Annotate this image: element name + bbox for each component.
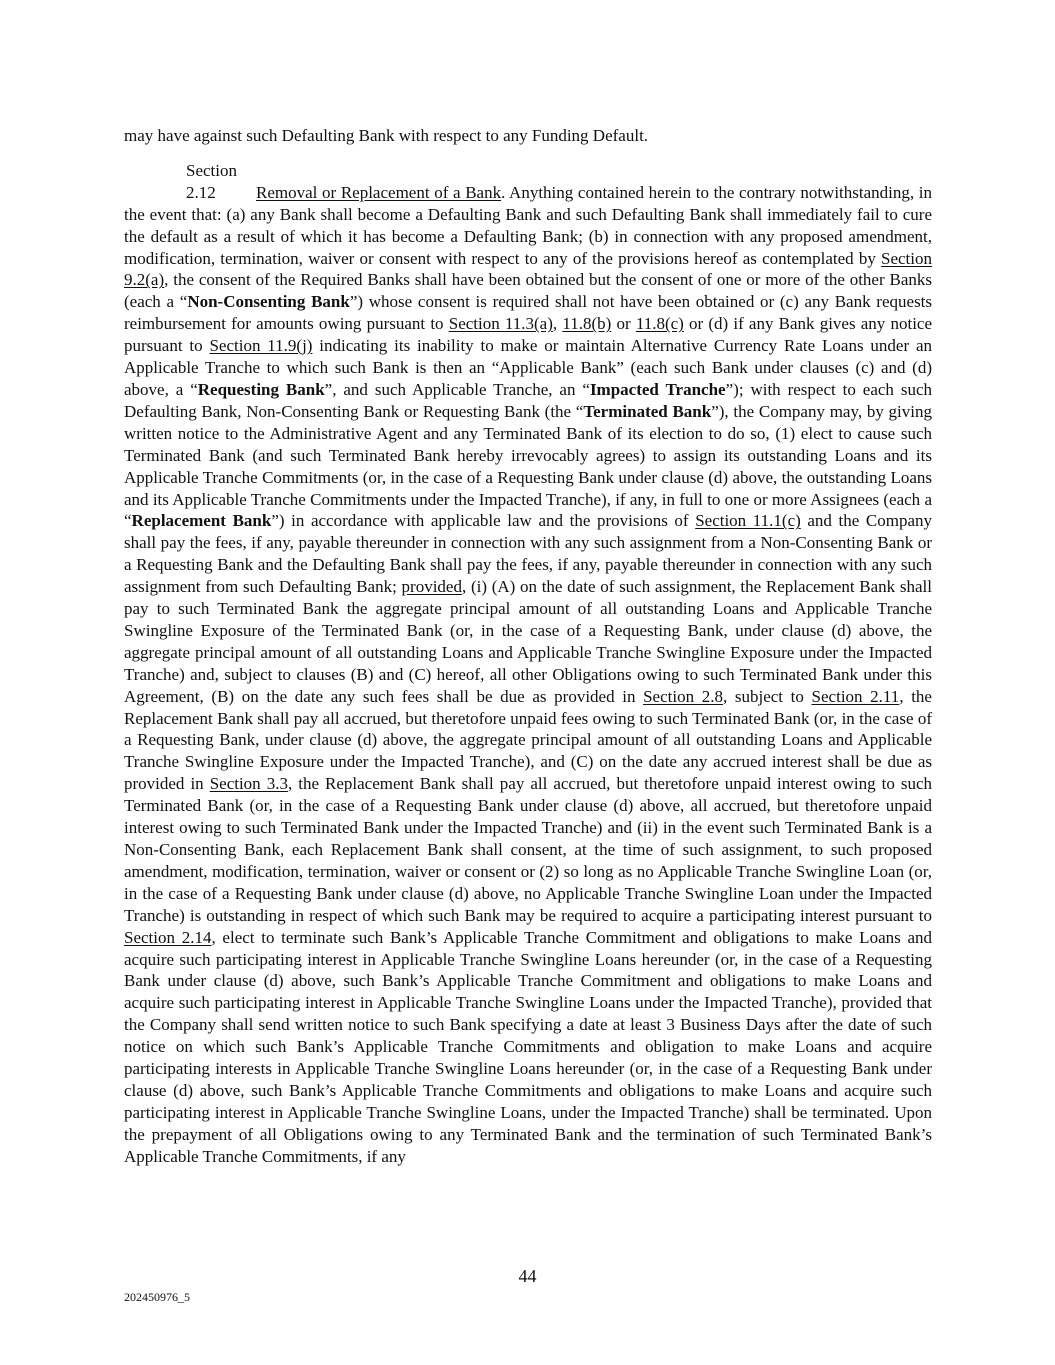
section-number: Section 2.12 [186, 160, 237, 202]
text-run: , [552, 314, 563, 334]
text-run: ”); with respect to each such Defaulting Bank, Non-Consenting Bank or Requesting Bank (the “ [124, 379, 932, 421]
text-run: , the Replacement Bank shall pay all accrued, but theretofore unpaid fees owing to such Terminated Bank (or, in the case of a Requesting Bank, under clause (d) above, the aggregate principal amount of all outstanding Loans and Applicable Tranche Swingline Exposure under the Impacted Tranche), and (C) on the date any accrued interest shall be due as provided in [124, 686, 932, 794]
text-run: or (d) if any Bank gives any notice pursuant to [124, 314, 933, 356]
cross-reference: provided [401, 577, 462, 597]
cross-reference: Section 3.3 [209, 774, 288, 794]
section-2-12-paragraph [124, 160, 932, 1168]
cross-reference: Section 11.3(a) [448, 314, 553, 334]
defined-term: Impacted Tranche [589, 379, 726, 399]
text-run: or [611, 314, 636, 334]
text-run: ”) in accordance with applicable law and the provisions of [271, 511, 696, 531]
cross-reference: Section 2.14 [124, 927, 212, 947]
text-run: and the Company shall pay the fees, if any, payable thereunder in connection with any such assignment from a Non-Consenting Bank or a Requesting Bank and the Defaulting Bank shall pay the fees, if any, payable thereunder in connection with any such assignment from such Defaulting Bank; [124, 511, 933, 597]
text-run: . Anything contained herein to the contrary notwithstanding, in the event that: (a) any Bank shall become a Defaulting Bank and such Defaulting Bank shall immediately fail to cure the default as a result of which it has become a Defaulting Bank; (b) in connection with any proposed amendment, modification, termination, waiver or consent with respect to any of the provisions hereof as contemplated by [124, 182, 932, 268]
defined-term: Requesting Bank [197, 379, 325, 399]
cross-reference: Section 2.11 [811, 686, 900, 706]
cross-reference: 11.8(c) [635, 314, 684, 334]
page-number: 44 [518, 1266, 537, 1286]
cross-reference: 11.8(b) [562, 314, 612, 334]
cross-reference: Section 9.2(a) [124, 248, 932, 290]
defined-term: Non-Consenting Bank [187, 292, 350, 312]
text-run: ”, and such Applicable Tranche, an “ [324, 379, 590, 399]
text-run: ”), the Company may, by giving written notice to the Administrative Agent and any Terminated Bank of its election to do so, (1) elect to cause such Terminated Bank (and such Terminated Bank hereby irrevocably agrees) to assign its outstanding Loans and its Applicable Tranche Commitments (or, in the case of a Requesting Bank under clause (d) above, the outstanding Loans and its Applicable Tranche Commitments under the Impacted Tranche), if any, in full to one or more Assignees (each a “ [124, 401, 932, 531]
text-run: , elect to terminate such Bank’s Applicable Tranche Commitment and obligations to make Loans and acquire such participating interest in Applicable Tranche Swingline Loans hereunder (or, in the case of a Requesting Bank under clause (d) above, such Bank’s Applicable Tranche Commitment and obligations to make Loans and acquire such participating interest in Applicable Tranche Swingline Loans under the Impacted Tranche), provided that the Company shall send written notice to such Bank specifying a date at least 3 Business Days after the date of such notice on which such Bank’s Applicable Tranche Commitments and obligation to make Loans and acquire participating interests in Applicable Tranche Swingline Loans hereunder (or, in the case of a Requesting Bank under clause (d) above, such Bank’s Applicable Tranche Commitments and obligations to make Loans and acquire such participating interest in Applicable Tranche Swingline Loans, under the Impacted Tranche) shall be terminated. Upon the prepayment of all Obligations owing to any Terminated Bank and the termination of such Terminated Bank’s Applicable Tranche Commitments, if any [124, 927, 932, 1166]
text-run: , (i) (A) on the date of such assignment, the Replacement Bank shall pay to such Terminated Bank the aggregate principal amount of all outstanding Loans and Applicable Tranche Swingline Exposure of the Terminated Bank (or, in the case of a Requesting Bank, under clause (d) above, the aggregate principal amount of all outstanding Loans and Applicable Tranche Swingline Exposure under the Impacted Tranche) and, subject to clauses (B) and (C) hereof, all other Obligations owing to such Terminated Bank under this Agreement, (B) on the date any such fees shall be due as provided in [124, 577, 932, 706]
text-run: , the Replacement Bank shall pay all accrued, but theretofore unpaid interest owing to such Terminated Bank (or, in the case of a Requesting Bank under clause (d) above, all accrued, but theretofore unpaid interest owing to such Terminated Bank under the Impacted Tranche) and (ii) in the event such Terminated Bank is a Non-Consenting Bank, each Replacement Bank shall consent, at the time of such assignment, to such proposed amendment, modification, termination, waiver or consent or (2) so long as no Applicable Tranche Swingline Loan (or, in the case of a Requesting Bank under clause (d) above, no Applicable Tranche Swingline Loan under the Impacted Tranche) is outstanding in respect of which such Bank may be required to acquire a participating interest pursuant to [124, 774, 933, 925]
text-run: , the consent of the Required Banks shall have been obtained but the consent of one or more of the other Banks (each a “ [124, 270, 932, 312]
section-title: Removal or Replacement of a Bank [256, 182, 502, 202]
text-run: , subject to [722, 686, 812, 706]
document-id: 202450976_5 [124, 1290, 190, 1304]
cross-reference: Section 11.1(c) [695, 511, 801, 531]
defined-term: Replacement Bank [131, 511, 272, 531]
continuation-paragraph: may have against such Defaulting Bank with respect to any Funding Default. [124, 126, 649, 145]
text-run: indicating its inability to make or maintain Alternative Currency Rate Loans under an Applicable Tranche to which such Bank is then an “Applicable Bank” (each such Bank under clauses (c) and (d) above, a “ [124, 336, 932, 399]
cross-reference: Section 2.8 [643, 686, 723, 706]
body-text [124, 125, 932, 1168]
text-run: ”) whose consent is required shall not have been obtained or (c) any Bank requests reimbursement for amounts owing pursuant to [124, 292, 933, 334]
cross-reference: Section 11.9(j) [209, 336, 313, 356]
defined-term: Terminated Bank [583, 401, 712, 421]
